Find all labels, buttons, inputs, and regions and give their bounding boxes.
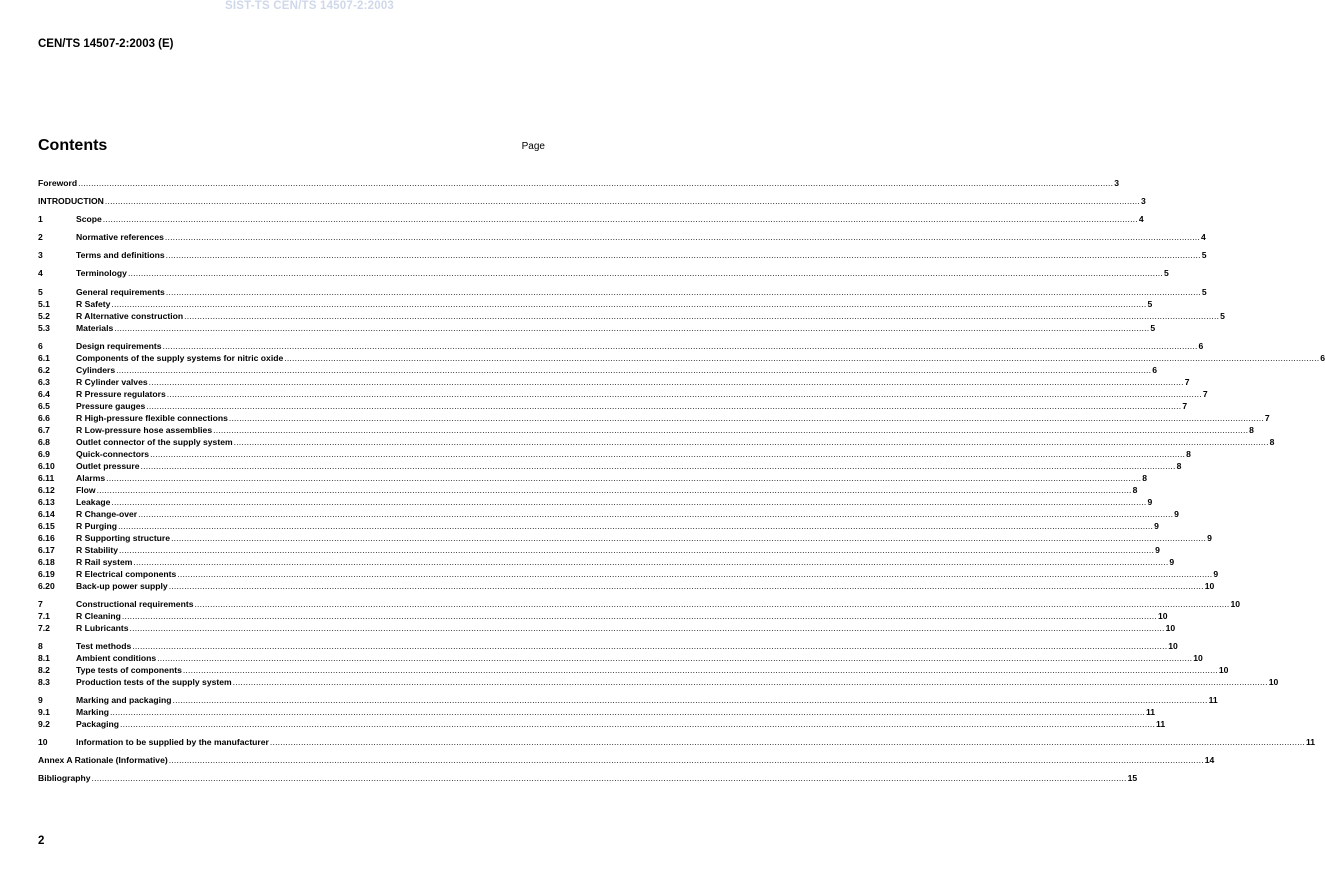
toc-entry[interactable] [38, 376, 1190, 388]
dot-leader: ................................................................................................................................................................................................................................................................................................................................................................................................................ [129, 623, 1165, 633]
toc-entry-title: R Cylinder valves [76, 377, 148, 387]
dot-leader: ................................................................................................................................................................................................................................................................................................................................................................................................................ [166, 389, 1202, 399]
toc-entry-page: 7 [1264, 413, 1270, 423]
toc-entry[interactable] [38, 231, 1206, 243]
toc-entry-title: Packaging [76, 719, 119, 729]
contents-title: Contents [38, 137, 108, 154]
document-id: CEN/TS 14507-2:2003 (E) [38, 38, 174, 50]
toc-entry-number: 9.1 [38, 707, 50, 717]
toc-entry[interactable] [38, 412, 1270, 424]
toc-entry-page: 10 [1230, 599, 1241, 609]
dot-leader: ................................................................................................................................................................................................................................................................................................................................................................................................................ [269, 737, 1305, 747]
toc-entry[interactable] [38, 640, 1178, 652]
dot-leader: ................................................................................................................................................................................................................................................................................................................................................................................................................ [157, 653, 1193, 663]
dot-leader: ................................................................................................................................................................................................................................................................................................................................................................................................................ [109, 707, 1145, 717]
toc-entry-number: 9.2 [38, 719, 50, 729]
toc-entry[interactable] [38, 436, 1275, 448]
toc-entry-page: 4 [1200, 232, 1206, 242]
dot-leader: ................................................................................................................................................................................................................................................................................................................................................................................................................ [96, 485, 1132, 495]
toc-entry-number: 5 [38, 287, 43, 297]
toc-entry-title: General requirements [76, 287, 165, 297]
toc-entry[interactable] [38, 177, 1119, 189]
toc-entry-number: 3 [38, 250, 43, 260]
toc-entry-title: Components of the supply systems for nitric oxide [76, 353, 284, 363]
toc-entry[interactable] [38, 508, 1179, 520]
toc-entry-title: R Change-over [76, 509, 138, 519]
toc-entry-title: R Low-pressure hose assemblies [76, 425, 213, 435]
toc-entry-page: 10 [1168, 641, 1178, 651]
toc-entry-title: Foreword [38, 178, 78, 188]
toc-entry-page: 8 [1132, 485, 1138, 495]
toc-entry-title: R Electrical components [76, 569, 177, 579]
toc-entry-page: 6 [1320, 353, 1325, 363]
page-column-label: Page [521, 141, 545, 152]
toc-entry-title: Bibliography [38, 773, 91, 783]
toc-entry-page: 3 [1114, 178, 1119, 188]
toc-entry-number: 6.9 [38, 449, 50, 459]
toc-entry-page: 8 [1142, 473, 1147, 483]
toc-entry-title: R Stability [76, 545, 119, 555]
toc-entry-number: 4 [38, 268, 43, 278]
dot-leader: ................................................................................................................................................................................................................................................................................................................................................................................................................ [146, 401, 1182, 411]
toc-entry-title: Design requirements [76, 341, 162, 351]
toc-entry-number: 6.6 [38, 413, 50, 423]
dot-leader: ................................................................................................................................................................................................................................................................................................................................................................................................................ [111, 299, 1147, 309]
toc-entry-number: 6.11 [38, 473, 55, 483]
dot-leader: ................................................................................................................................................................................................................................................................................................................................................................................................................ [228, 413, 1264, 423]
toc-entry-title: Marking and packaging [76, 695, 172, 705]
toc-entry-number: 6.15 [38, 521, 55, 531]
toc-entry-page: 9 [1169, 557, 1175, 567]
toc-entry-number: 6.4 [38, 389, 50, 399]
toc-entry-page: 11 [1305, 737, 1316, 747]
toc-entry-number: 6.2 [38, 365, 50, 375]
toc-entry-title: Normative references [76, 232, 164, 242]
dot-leader: ................................................................................................................................................................................................................................................................................................................................................................................................................ [148, 377, 1184, 387]
toc-entry-number: 6.16 [38, 533, 55, 543]
toc-entry[interactable] [38, 772, 1138, 784]
toc-entry[interactable] [38, 249, 1207, 261]
toc-entry[interactable] [38, 267, 1169, 279]
toc-entry-page: 6 [1198, 341, 1204, 351]
toc-entry-number: 8.2 [38, 665, 50, 675]
dot-leader: ................................................................................................................................................................................................................................................................................................................................................................................................................ [121, 611, 1157, 621]
toc-entry-title: Flow [76, 485, 96, 495]
toc-entry[interactable] [38, 448, 1191, 460]
dot-leader: ................................................................................................................................................................................................................................................................................................................................................................................................................ [168, 581, 1204, 591]
toc-entry-page: 5 [1220, 311, 1225, 321]
toc-entry-page: 8 [1176, 461, 1182, 471]
toc-entry[interactable] [38, 496, 1153, 508]
toc-entry-title: Terminology [76, 268, 127, 278]
toc-entry-title: R Lubricants [76, 623, 129, 633]
toc-entry-page: 9 [1154, 521, 1159, 531]
toc-entry[interactable] [38, 298, 1153, 310]
dot-leader: ................................................................................................................................................................................................................................................................................................................................................................................................................ [164, 232, 1200, 242]
toc-entry-number: 8.1 [38, 653, 50, 663]
toc-entry[interactable] [38, 718, 1166, 730]
toc-entry-page: 10 [1204, 581, 1215, 591]
toc-entry-page: 9 [1147, 497, 1153, 507]
toc-entry-number: 6.19 [38, 569, 55, 579]
toc-entry[interactable] [38, 352, 1325, 364]
toc-entry-number: 6.13 [38, 497, 55, 507]
dot-leader: ................................................................................................................................................................................................................................................................................................................................................................................................................ [102, 214, 1138, 224]
dot-leader: ................................................................................................................................................................................................................................................................................................................................................................................................................ [184, 311, 1220, 321]
toc-entry-title: Constructional requirements [76, 599, 194, 609]
toc-entry-page: 10 [1218, 665, 1229, 675]
toc-entry-page: 6 [1152, 365, 1157, 375]
toc-entry-page: 7 [1184, 377, 1190, 387]
dot-leader: ................................................................................................................................................................................................................................................................................................................................................................................................................ [119, 545, 1155, 555]
toc-entry[interactable] [38, 532, 1212, 544]
toc-entry-number: 6.14 [38, 509, 55, 519]
toc-entry-title: R Alternative construction [76, 311, 184, 321]
dot-leader: ................................................................................................................................................................................................................................................................................................................................................................................................................ [232, 677, 1268, 687]
toc-entry-title: R High-pressure flexible connections [76, 413, 228, 423]
toc-entry-page: 10 [1193, 653, 1203, 663]
toc-entry-number: 6.17 [38, 545, 55, 555]
toc-entry-title: Back-up power supply [76, 581, 168, 591]
toc-entry-number: 6.8 [38, 437, 50, 447]
toc-entry[interactable] [38, 322, 1156, 334]
toc-entry-title: Test methods [76, 641, 132, 651]
toc-entry-number: 8 [38, 641, 43, 651]
toc-entry[interactable] [38, 568, 1219, 580]
dot-leader: ................................................................................................................................................................................................................................................................................................................................................................................................................ [118, 521, 1154, 531]
toc-entry-title: Information to be supplied by the manufacturer [76, 737, 269, 747]
dot-leader: ................................................................................................................................................................................................................................................................................................................................................................................................................ [104, 196, 1140, 206]
toc-entry-title: Quick-connectors [76, 449, 150, 459]
dot-leader: ................................................................................................................................................................................................................................................................................................................................................................................................................ [168, 755, 1204, 765]
dot-leader: ................................................................................................................................................................................................................................................................................................................................................................................................................ [114, 323, 1150, 333]
dot-leader: ................................................................................................................................................................................................................................................................................................................................................................................................................ [165, 287, 1201, 297]
toc-entry-page: 8 [1269, 437, 1275, 447]
toc-entry-page: 9 [1213, 569, 1219, 579]
toc-entry[interactable] [38, 388, 1208, 400]
toc-entry-number: 7 [38, 599, 43, 609]
toc-entry-number: 5.2 [38, 311, 50, 321]
toc-entry-title: Scope [76, 214, 102, 224]
dot-leader: ................................................................................................................................................................................................................................................................................................................................................................................................................ [150, 449, 1186, 459]
toc-entry[interactable] [38, 364, 1157, 376]
toc-entry-page: 3 [1140, 196, 1146, 206]
toc-entry-title: Cylinders [76, 365, 116, 375]
dot-leader: ................................................................................................................................................................................................................................................................................................................................................................................................................ [177, 569, 1213, 579]
toc-entry-title: R Supporting structure [76, 533, 171, 543]
toc-entry-number: 7.2 [38, 623, 50, 633]
toc-entry[interactable] [38, 460, 1182, 472]
toc-entry[interactable] [38, 424, 1254, 436]
dot-leader: ................................................................................................................................................................................................................................................................................................................................................................................................................ [138, 509, 1174, 519]
toc-entry-number: 7.1 [38, 611, 50, 621]
toc-entry-number: 6.18 [38, 557, 55, 567]
toc-entry-page: 7 [1202, 389, 1208, 399]
toc-entry-title: Alarms [76, 473, 106, 483]
dot-leader: ................................................................................................................................................................................................................................................................................................................................................................................................................ [132, 641, 1168, 651]
toc-entry-page: 7 [1182, 401, 1188, 411]
toc-entry-page: 10 [1157, 611, 1168, 621]
toc-entry-number: 6.7 [38, 425, 50, 435]
toc-entry-page: 11 [1208, 695, 1218, 705]
toc-entry-page: 9 [1155, 545, 1160, 555]
dot-leader: ................................................................................................................................................................................................................................................................................................................................................................................................................ [165, 250, 1201, 260]
toc-entry-page: 10 [1268, 677, 1279, 687]
dot-leader: ................................................................................................................................................................................................................................................................................................................................................................................................................ [127, 268, 1163, 278]
toc-entry-title: Leakage [76, 497, 111, 507]
toc-entry[interactable] [38, 213, 1144, 225]
toc-entry[interactable] [38, 652, 1203, 664]
toc-entry-page: 15 [1127, 773, 1138, 783]
toc-entry-title: Outlet pressure [76, 461, 140, 471]
toc-entry[interactable] [38, 556, 1175, 568]
toc-entry-title: Annex A Rationale (Informative) [38, 755, 168, 765]
toc-entry[interactable] [38, 310, 1225, 322]
dot-leader: ................................................................................................................................................................................................................................................................................................................................................................................................................ [213, 425, 1249, 435]
toc-entry[interactable] [38, 598, 1241, 610]
dot-leader: ................................................................................................................................................................................................................................................................................................................................................................................................................ [91, 773, 1127, 783]
toc-entry-title: R Safety [76, 299, 111, 309]
toc-entry-number: 8.3 [38, 677, 50, 687]
toc-entry[interactable] [38, 754, 1215, 766]
toc-entry-title: Pressure gauges [76, 401, 146, 411]
toc-entry-page: 4 [1138, 214, 1144, 224]
toc-entry-number: 6.3 [38, 377, 50, 387]
toc-entry[interactable] [38, 706, 1156, 718]
toc-entry-number: 9 [38, 695, 43, 705]
toc-entry-title: INTRODUCTION [38, 196, 104, 206]
toc-entry-page: 11 [1146, 707, 1156, 717]
toc-entry-title: Ambient conditions [76, 653, 157, 663]
dot-leader: ................................................................................................................................................................................................................................................................................................................................................................................................................ [111, 497, 1147, 507]
dot-leader: ................................................................................................................................................................................................................................................................................................................................................................................................................ [162, 341, 1198, 351]
toc-entry-title: Marking [76, 707, 109, 717]
toc-entry-number: 6 [38, 341, 43, 351]
toc-entry-page: 5 [1163, 268, 1169, 278]
toc-entry-title: Materials [76, 323, 114, 333]
dot-leader: ................................................................................................................................................................................................................................................................................................................................................................................................................ [171, 533, 1207, 543]
toc-entry[interactable] [38, 472, 1147, 484]
toc-entry[interactable] [38, 694, 1218, 706]
toc-entry-number: 6.1 [38, 353, 50, 363]
toc-entry[interactable] [38, 484, 1138, 496]
toc-entry-number: 2 [38, 232, 43, 242]
dot-leader: ................................................................................................................................................................................................................................................................................................................................................................................................................ [106, 473, 1142, 483]
toc-entry-number: 6.12 [38, 485, 55, 495]
toc-entry-number: 6.5 [38, 401, 50, 411]
toc-entry[interactable] [38, 676, 1279, 688]
toc-entry-number: 1 [38, 214, 43, 224]
dot-leader: ................................................................................................................................................................................................................................................................................................................................................................................................................ [172, 695, 1208, 705]
toc-entry-title: R Cleaning [76, 611, 121, 621]
toc-entry-title: Production tests of the supply system [76, 677, 232, 687]
toc-entry-page: 5 [1201, 287, 1207, 297]
toc-entry[interactable] [38, 340, 1204, 352]
toc-entry[interactable] [38, 520, 1159, 532]
toc-entry[interactable] [38, 580, 1215, 592]
page-number: 2 [38, 835, 45, 847]
toc-entry-page: 9 [1174, 509, 1179, 519]
dot-leader: ................................................................................................................................................................................................................................................................................................................................................................................................................ [284, 353, 1320, 363]
toc-entry[interactable] [38, 195, 1146, 207]
toc-entry[interactable] [38, 736, 1316, 748]
toc-entry-page: 8 [1186, 449, 1191, 459]
toc-entry[interactable] [38, 286, 1207, 298]
dot-leader: ................................................................................................................................................................................................................................................................................................................................................................................................................ [140, 461, 1176, 471]
toc-entry-number: 10 [38, 737, 48, 747]
toc-entry-page: 5 [1147, 299, 1153, 309]
toc-entry-title: Terms and definitions [76, 250, 165, 260]
toc-entry[interactable] [38, 610, 1168, 622]
toc-entry-number: 5.1 [38, 299, 50, 309]
dot-leader: ................................................................................................................................................................................................................................................................................................................................................................................................................ [182, 665, 1218, 675]
dot-leader: ................................................................................................................................................................................................................................................................................................................................................................................................................ [133, 557, 1169, 567]
toc-entry-title: R Rail system [76, 557, 133, 567]
toc-entry-page: 8 [1249, 425, 1254, 435]
dot-leader: ................................................................................................................................................................................................................................................................................................................................................................................................................ [120, 719, 1156, 729]
dot-leader: ................................................................................................................................................................................................................................................................................................................................................................................................................ [194, 599, 1230, 609]
toc-entry-title: R Purging [76, 521, 118, 531]
toc-entry-page: 5 [1201, 250, 1207, 260]
toc-entry[interactable] [38, 400, 1188, 412]
toc-entry-page: 9 [1207, 533, 1212, 543]
toc-entry-page: 5 [1150, 323, 1156, 333]
toc-entry-title: Outlet connector of the supply system [76, 437, 233, 447]
toc-entry[interactable] [38, 622, 1176, 634]
toc-entry-title: R Pressure regulators [76, 389, 166, 399]
toc-entry-page: 14 [1204, 755, 1215, 765]
toc-entry[interactable] [38, 544, 1160, 556]
toc-entry-number: 6.10 [38, 461, 55, 471]
dot-leader: ................................................................................................................................................................................................................................................................................................................................................................................................................ [116, 365, 1152, 375]
toc-entry[interactable] [38, 664, 1229, 676]
toc-entry-number: 5.3 [38, 323, 50, 333]
toc-entry-title: Type tests of components [76, 665, 182, 675]
dot-leader: ................................................................................................................................................................................................................................................................................................................................................................................................................ [233, 437, 1269, 447]
watermark: SIST-TS CEN/TS 14507-2:2003 [224, 0, 395, 12]
toc-entry-page: 10 [1165, 623, 1176, 633]
dot-leader: ................................................................................................................................................................................................................................................................................................................................................................................................................ [78, 178, 1114, 188]
toc-entry-number: 6.20 [38, 581, 55, 591]
toc-entry-page: 11 [1156, 719, 1166, 729]
